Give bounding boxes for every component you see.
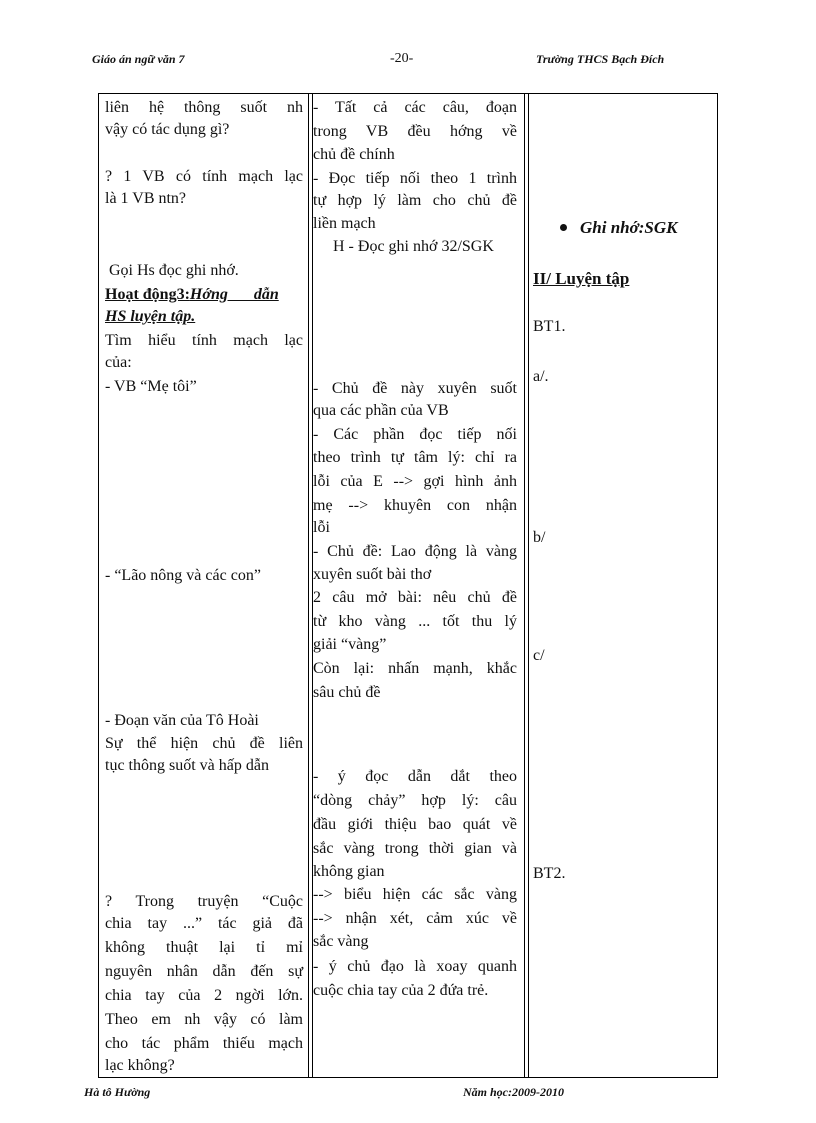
teacher-question: ? Trong truyện “Cuộc (105, 893, 303, 910)
text-item: - Đoạn văn của Tô Hoài (105, 712, 259, 729)
exercise-item: c/ (533, 647, 545, 664)
teacher-text: Tìm hiểu tính mạch lạc (105, 332, 303, 349)
student-text: cuộc chia tay của 2 đứa trẻ. (313, 982, 489, 999)
student-text: xuyên suốt bài thơ (313, 566, 432, 583)
activity-label: Hoạt động3: (105, 286, 190, 303)
bullet-icon (560, 224, 567, 231)
student-text: không gian (313, 863, 385, 880)
student-text: Còn lại: nhấn mạnh, khắc (313, 660, 517, 677)
page-number: -20- (390, 51, 414, 66)
footer-year: Năm học:2009-2010 (463, 1085, 564, 1099)
student-text: - ý chủ đạo là xoay quanh (313, 958, 517, 975)
column-divider (308, 94, 309, 1077)
student-text: “dòng chảy” hợp lý: câu (313, 792, 517, 809)
student-text: sắc vàng (313, 933, 369, 950)
teacher-text: của: (105, 354, 132, 371)
student-text: từ kho vàng ... tốt thu lý (313, 613, 517, 630)
teacher-text: tục thông suốt và hấp dẫn (105, 757, 269, 774)
student-text: - ý đọc dẫn dắt theo (313, 768, 517, 785)
footer-author: Hà tô Hường (84, 1085, 151, 1099)
student-text: liền mạch (313, 215, 376, 232)
student-text: - Tất cả các câu, đoạn (313, 99, 517, 116)
student-text: lỗi (313, 519, 330, 536)
student-text: lỗi của E --> gợi hình ảnh (313, 473, 517, 490)
text-item: - VB “Mẹ tôi” (105, 378, 197, 395)
teacher-question: không thuật lại tỉ mỉ (105, 939, 303, 956)
exercise-item: a/. (533, 368, 549, 385)
section-heading: II/ Luyện tập (533, 269, 630, 288)
student-text: 2 câu mở bài: nêu chủ đề (313, 589, 517, 606)
student-text: - Các phần đọc tiếp nối (313, 426, 517, 443)
header-subject: Giáo án ngữ văn 7 (92, 52, 185, 66)
student-text: giải “vàng” (313, 636, 387, 653)
note-text: Ghi nhớ:SGK (580, 218, 678, 237)
student-text: sắc vàng trong thời gian và (313, 840, 517, 857)
activity-title: Hớng dẫn (189, 286, 279, 303)
student-text: --> biểu hiện các sắc vàng (313, 886, 517, 903)
teacher-question: lạc không? (105, 1057, 175, 1074)
activity-heading (105, 284, 303, 307)
teacher-question: chia tay ...” tác giả đã (105, 915, 303, 932)
teacher-text: vậy có tác dụng gì? (105, 121, 230, 138)
student-text: --> nhận xét, cảm xúc về (313, 910, 517, 927)
student-text: trong VB đều hớng về (313, 123, 517, 140)
teacher-question: ? 1 VB có tính mạch lạc (105, 168, 303, 185)
student-text: sâu chủ đề (313, 684, 381, 701)
exercise-label: BT1. (533, 318, 566, 335)
teacher-question: cho tác phẩm thiếu mạch (105, 1035, 303, 1052)
student-text: mẹ --> khuyên con nhận (313, 497, 517, 514)
student-text: đầu giới thiệu bao quát về (313, 816, 517, 833)
student-text: theo trình tự tâm lý: chỉ ra (313, 449, 517, 466)
student-text: H - Đọc ghi nhớ 32/SGK (333, 238, 494, 255)
activity-title: HS luyện tập. (105, 308, 196, 325)
teacher-question: chia tay của 2 ngời lớn. (105, 987, 303, 1004)
exercise-label: BT2. (533, 865, 566, 882)
student-text: - Đọc tiếp nối theo 1 trình (313, 170, 517, 187)
student-text: chủ đề chính (313, 146, 395, 163)
teacher-text: liên hệ thông suốt nh (105, 99, 303, 116)
student-text: tự hợp lý làm cho chủ đề (313, 192, 517, 209)
teacher-question: Theo em nh vậy có làm (105, 1011, 303, 1028)
teacher-question: là 1 VB ntn? (105, 190, 187, 207)
header-school: Trường THCS Bạch Đích (536, 52, 665, 66)
student-text: qua các phần của VB (313, 402, 449, 419)
student-text: - Chủ đề: Lao động là vàng (313, 543, 517, 560)
text-item: - “Lão nông và các con” (105, 567, 261, 584)
student-text: - Chủ đề này xuyên suốt (313, 380, 517, 397)
teacher-question: nguyên nhân dẫn đến sự (105, 963, 303, 980)
teacher-text: Sự thể hiện chủ đề liên (105, 735, 303, 752)
teacher-instruction: Gọi Hs đọc ghi nhớ. (105, 262, 239, 279)
exercise-item: b/ (533, 529, 546, 546)
